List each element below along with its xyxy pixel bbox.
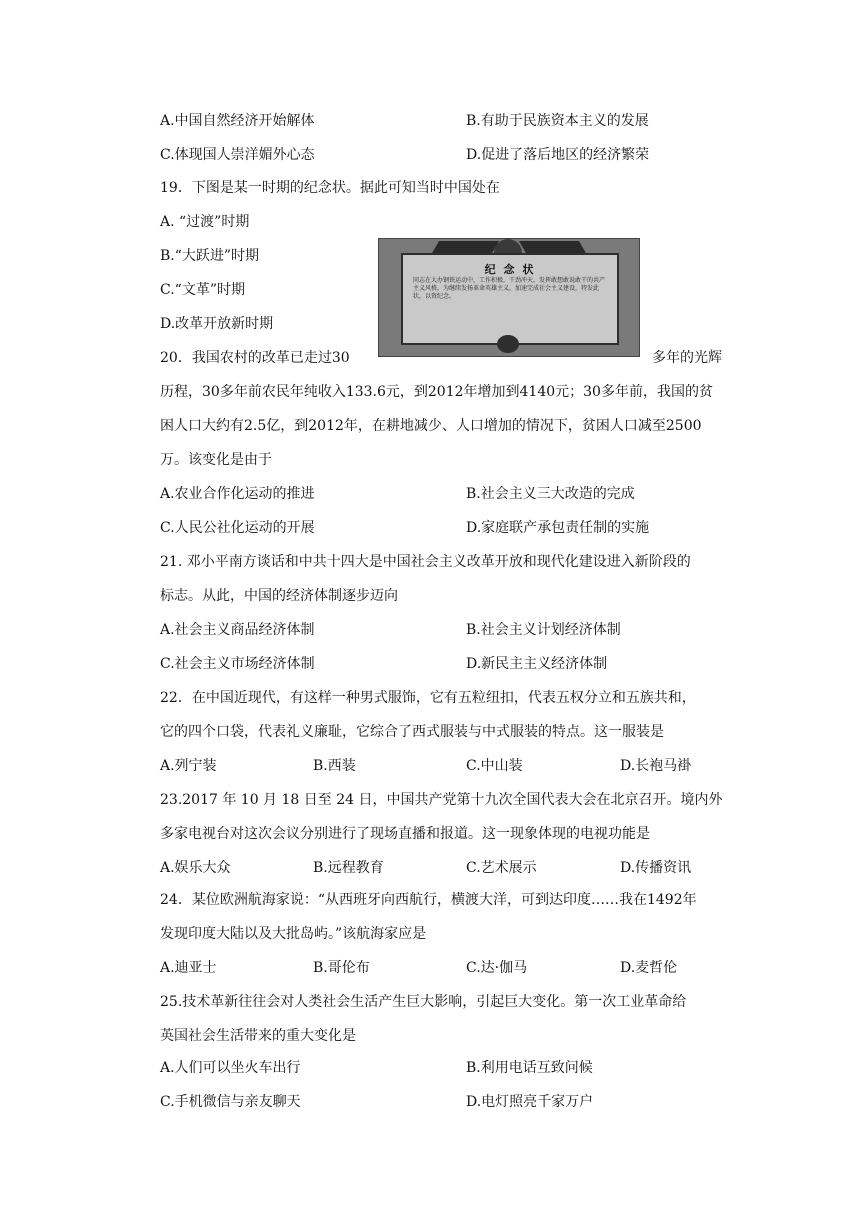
q20-option-c: C.人民公社化运动的开展 [160, 520, 315, 536]
q23-line-2: 多家电视台对这次会议分别进行了现场直播和报道。这一现象体现的电视功能是 [160, 826, 650, 842]
q25-option-c: C.手机微信与亲友聊天 [160, 1094, 301, 1110]
q20-line-1-left: 20．我国农村的改革已走过30 [160, 350, 350, 366]
q21-option-c: C.社会主义市场经济体制 [160, 656, 315, 672]
q20-line-1-right: 多年的光辉 [652, 350, 722, 366]
q22-option-b: B.西装 [313, 758, 356, 774]
q24-option-c: C.达·伽马 [466, 960, 528, 976]
q24-option-b: B.哥伦布 [313, 960, 370, 976]
q22-line-2: 它的四个口袋，代表礼义廉耻，它综合了西式服装与中式服装的特点。这一服装是 [160, 724, 664, 740]
q20-option-a: A.农业合作化运动的推进 [160, 486, 315, 502]
q23-option-c: C.艺术展示 [466, 860, 537, 876]
q18-option-a: A.中国自然经济开始解体 [160, 113, 315, 129]
q21-line-2: 标志。从此，中国的经济体制逐步迈向 [160, 588, 398, 604]
q24-option-d: D.麦哲伦 [620, 960, 678, 976]
commemorative-certificate-image [378, 238, 640, 357]
q18-option-c: C.体现国人崇洋媚外心态 [160, 147, 315, 163]
q24-option-a: A.迪亚士 [160, 960, 217, 976]
q24-line-2: 发现印度大陆以及大批岛屿。”该航海家应是 [160, 926, 427, 942]
q20-option-b: B.社会主义三大改造的完成 [466, 486, 635, 502]
q25-option-a: A.人们可以坐火车出行 [160, 1060, 301, 1076]
gear-emblem-icon [497, 335, 519, 353]
q25-option-d: D.电灯照亮千家万户 [466, 1094, 594, 1110]
certificate-panel [401, 253, 619, 345]
certificate-title: 纪 念 状 [484, 263, 536, 276]
q23-option-a: A.娱乐大众 [160, 860, 231, 876]
q19-option-b: B.“大跃进”时期 [160, 248, 260, 264]
q23-option-d: D.传播资讯 [620, 860, 692, 876]
q24-line-1: 24．某位欧洲航海家说：“从西班牙向西航行，横渡大洋，可到达印度……我在1492年 [160, 892, 697, 908]
q20-line-2: 历程，30多年前农民年纯收入133.6元，到2012年增加到4140元；30多年前，我国的贫 [160, 384, 713, 400]
q20-line-3: 困人口大约有2.5亿，到2012年，在耕地减少、人口增加的情况下，贫困人口减至2500 [160, 418, 702, 434]
q19-stem: 19．下图是某一时期的纪念状。据此可知当时中国处在 [160, 180, 500, 196]
q20-line-4: 万。该变化是由于 [160, 452, 272, 468]
q19-option-d: D.改革开放新时期 [160, 316, 274, 332]
q23-line-1: 23.2017 年 10 月 18 日至 24 日，中国共产党第十九次全国代表大会在北京召开。境内外 [160, 792, 723, 808]
q25-line-2: 英国社会生活带来的重大变化是 [160, 1028, 356, 1044]
certificate-text: 同志在大办钢铁运动中，工作积极，干劲冲天，发挥敢想敢说敢干的共产主义风格，为继续发扬革命英雄主义，加速完成社会主义建设，特发此状，以资纪念。 [413, 277, 606, 300]
q25-line-1: 25.技术革新往往会对人类社会生活产生巨大影响，引起巨大变化。第一次工业革命给 [160, 994, 687, 1010]
q19-option-c: C.“文革”时期 [160, 282, 245, 298]
q22-option-a: A.列宁装 [160, 758, 217, 774]
q21-option-d: D.新民主主义经济体制 [466, 656, 608, 672]
q21-line-1: 21. 邓小平南方谈话和中共十四大是中国社会主义改革开放和现代化建设进入新阶段的 [160, 554, 691, 570]
q20-option-d: D.家庭联产承包责任制的实施 [466, 520, 650, 536]
q21-option-a: A.社会主义商品经济体制 [160, 622, 315, 638]
q21-option-b: B.社会主义计划经济体制 [466, 622, 621, 638]
q22-line-1: 22．在中国近现代，有这样一种男式服饰，它有五粒纽扣，代表五权分立和五族共和， [160, 690, 696, 706]
q19-option-a: A. “过渡”时期 [160, 214, 250, 230]
q25-option-b: B.利用电话互致问候 [466, 1060, 593, 1076]
q22-option-c: C.中山装 [466, 758, 523, 774]
q22-option-d: D.长袍马褂 [620, 758, 692, 774]
q23-option-b: B.远程教育 [313, 860, 384, 876]
q18-option-b: B.有助于民族资本主义的发展 [466, 113, 649, 129]
q18-option-d: D.促进了落后地区的经济繁荣 [466, 147, 650, 163]
